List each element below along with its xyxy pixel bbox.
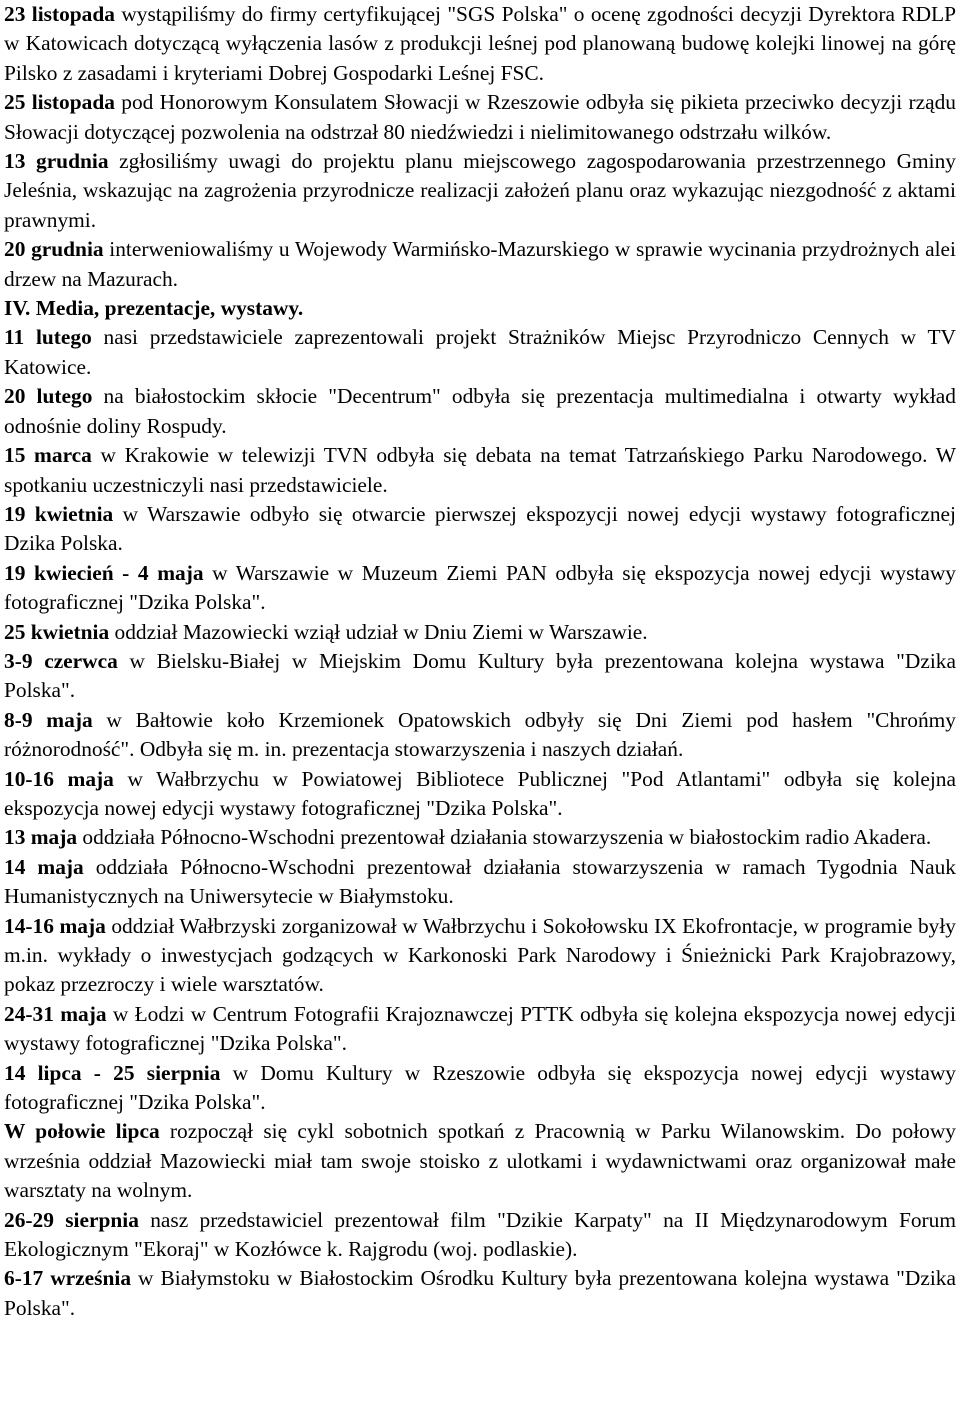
entry-date: 14 maja bbox=[4, 854, 84, 879]
entry-20-lutego bbox=[4, 382, 956, 441]
entry-date: W połowie lipca bbox=[4, 1119, 160, 1144]
entry-text: pod Honorowym Konsulatem Słowacji w Rzeszowie odbyła się pikieta przeciwko decyzji rządu Słowacji dotyczącej pozwolenia na odstrzał 80 niedźwiedzi i nielimitowanego odstrzału wilków. bbox=[4, 90, 956, 144]
entry-13-maja bbox=[4, 823, 956, 852]
entry-text: oddziała Północno-Wschodni prezentował działania stowarzyszenia w białostockim radio Akadera. bbox=[77, 825, 932, 850]
entry-date: 20 lutego bbox=[4, 384, 93, 409]
entry-19-kwietnia bbox=[4, 500, 956, 559]
entry-3-9-czerwca bbox=[4, 647, 956, 706]
entry-date: 10-16 maja bbox=[4, 766, 114, 791]
entry-text: w Domu Kultury w Rzeszowie odbyła się ekspozycja nowej edycji wystawy fotograficznej "Dzika Polska". bbox=[4, 1060, 956, 1115]
entries-before bbox=[4, 0, 956, 294]
entry-14-maja bbox=[4, 853, 956, 912]
entry-text: oddział Wałbrzyski zorganizował w Wałbrzychu i Sokołowsku IX Ekofrontacje, w programie były m.in. wykłady o inwestycjach godzących w Karkonoski Park Narodowy i Śnieżnicki Park Krajobrazowy, pokaz przezroczy i wiele warsztatów. bbox=[4, 913, 957, 997]
entry-10-16-maja bbox=[4, 765, 956, 824]
entry-date: 25 listopada bbox=[4, 90, 115, 115]
entry-date: 11 lutego bbox=[4, 325, 92, 350]
entry-text: w Bielsku-Białej w Miejskim Domu Kultury była prezentowana kolejna wystawa "Dzika Polska". bbox=[4, 648, 956, 703]
section-heading: IV. Media, prezentacje, wystawy. bbox=[4, 296, 304, 321]
entry-date: 14-16 maja bbox=[4, 913, 106, 938]
entry-date: 19 kwiecień - 4 maja bbox=[4, 560, 204, 585]
entry-date: 8-9 maja bbox=[4, 707, 93, 732]
entry-14-lipca-25-sierpnia bbox=[4, 1059, 956, 1118]
entry-15-marca bbox=[4, 441, 956, 500]
entry-text: nasi przedstawiciele zaprezentowali projekt Strażników Miejsc Przyrodniczo Cennych w TV Katowice. bbox=[4, 325, 956, 379]
entry-text: w Warszawie odbyło się otwarcie pierwszej ekspozycji nowej edycji wystawy fotograficznej Dzika Polska. bbox=[4, 501, 956, 556]
entry-text: oddział Mazowiecki wziął udział w Dniu Ziemi w Warszawie. bbox=[109, 619, 648, 644]
entry-date: 25 kwietnia bbox=[4, 619, 110, 644]
entry-text: w Bałtowie koło Krzemionek Opatowskich odbyły się Dni Ziemi pod hasłem "Chrońmy różnorodność". Odbyła się m. in. prezentacja stowarzyszenia i naszych działań. bbox=[4, 707, 956, 762]
entry-text: wystąpiliśmy do firmy certyfikującej "SGS Polska" o ocenę zgodności decyzji Dyrektora RDLP w Katowicach dotyczącą wyłączenia lasów z produkcji leśnej pod planowaną budowę kolejki linowej na górę Pilsko z zasadami i kryteriami Dobrej Gospodarki Leśnej FSC. bbox=[4, 2, 957, 85]
entry-text: w Wałbrzychu w Powiatowej Bibliotece Publicznej "Pod Atlantami" odbyła się kolejna ekspozycja nowej edycji wystawy fotograficznej "Dzika Polska". bbox=[4, 766, 956, 820]
entry-20-grudnia bbox=[4, 235, 956, 294]
entry-text: nasz przedstawiciel prezentował film "Dzikie Karpaty" na II Międzynarodowym Forum Ekologicznym "Ekoraj" w Kozłówce k. Rajgrodu (woj. podlaskie). bbox=[4, 1207, 956, 1262]
entry-text: interweniowaliśmy u Wojewody Warmińsko-Mazurskiego w sprawie wycinania przydrożnych alei drzew na Mazurach. bbox=[4, 237, 956, 291]
entry-text: w Łodzi w Centrum Fotografii Krajoznawczej PTTK odbyła się kolejna ekspozycja nowej edycji wystawy fotograficznej "Dzika Polska". bbox=[4, 1001, 956, 1056]
entry-6-17-wrzesnia bbox=[4, 1264, 956, 1323]
entry-11-lutego bbox=[4, 323, 956, 382]
entry-date: 6-17 września bbox=[4, 1266, 132, 1291]
entry-date: 26-29 sierpnia bbox=[4, 1207, 139, 1232]
entry-w-polowie-lipca bbox=[4, 1117, 956, 1205]
entry-date: 13 grudnia bbox=[4, 149, 109, 174]
entry-date: 23 listopada bbox=[4, 2, 115, 26]
entry-24-31-maja bbox=[4, 1000, 956, 1059]
entry-text: w Warszawie w Muzeum Ziemi PAN odbyła się ekspozycja nowej edycji wystawy fotograficznej "Dzika Polska". bbox=[4, 560, 956, 615]
entry-date: 14 lipca - 25 sierpnia bbox=[4, 1060, 221, 1085]
entry-text: oddziała Północno-Wschodni prezentował działania stowarzyszenia w ramach Tygodnia Nauk Humanistycznych na Uniwersytecie w Białymstoku. bbox=[4, 854, 956, 909]
entry-13-grudnia bbox=[4, 147, 956, 235]
entry-date: 20 grudnia bbox=[4, 237, 104, 262]
entry-19-kwiecien-4-maja bbox=[4, 559, 956, 618]
entry-date: 3-9 czerwca bbox=[4, 648, 118, 673]
entry-8-9-maja bbox=[4, 706, 956, 765]
entry-25-kwietnia bbox=[4, 618, 956, 647]
entry-date: 19 kwietnia bbox=[4, 501, 114, 526]
entry-14-16-maja bbox=[4, 912, 956, 1000]
entry-text: w Białymstoku w Białostockim Ośrodku Kultury była prezentowana kolejna wystawa "Dzika Polska". bbox=[4, 1266, 956, 1320]
entry-23-listopada bbox=[4, 0, 956, 88]
entry-26-29-sierpnia bbox=[4, 1206, 956, 1265]
entry-text: rozpoczął się cykl sobotnich spotkań z Pracownią w Parku Wilanowskim. Do połowy września oddział Mazowiecki miał tam swoje stoisko z ulotkami i wydawnictwami oraz organizował małe warsztaty na wolnym. bbox=[4, 1119, 956, 1203]
entry-text: zgłosiliśmy uwagi do projektu planu miejscowego zagospodarowania przestrzennego Gminy Jeleśnia, wskazując na zagrożenia przyrodnicze realizacji założeń planu oraz wykazując niezgodność z aktami prawnymi. bbox=[4, 149, 956, 232]
entry-date: 24-31 maja bbox=[4, 1001, 107, 1026]
entry-25-listopada bbox=[4, 88, 956, 147]
entry-date: 15 marca bbox=[4, 443, 92, 468]
entries-after bbox=[4, 323, 956, 1323]
entry-text: w Krakowie w telewizji TVN odbyła się debata na temat Tatrzańskiego Parku Narodowego. W spotkaniu uczestniczyli nasi przedstawiciele. bbox=[4, 443, 956, 497]
entry-date: 13 maja bbox=[4, 825, 78, 850]
entry-text: na białostockim skłocie "Decentrum" odbyła się prezentacja multimedialna i otwarty wykład odnośnie doliny Rospudy. bbox=[4, 384, 956, 438]
